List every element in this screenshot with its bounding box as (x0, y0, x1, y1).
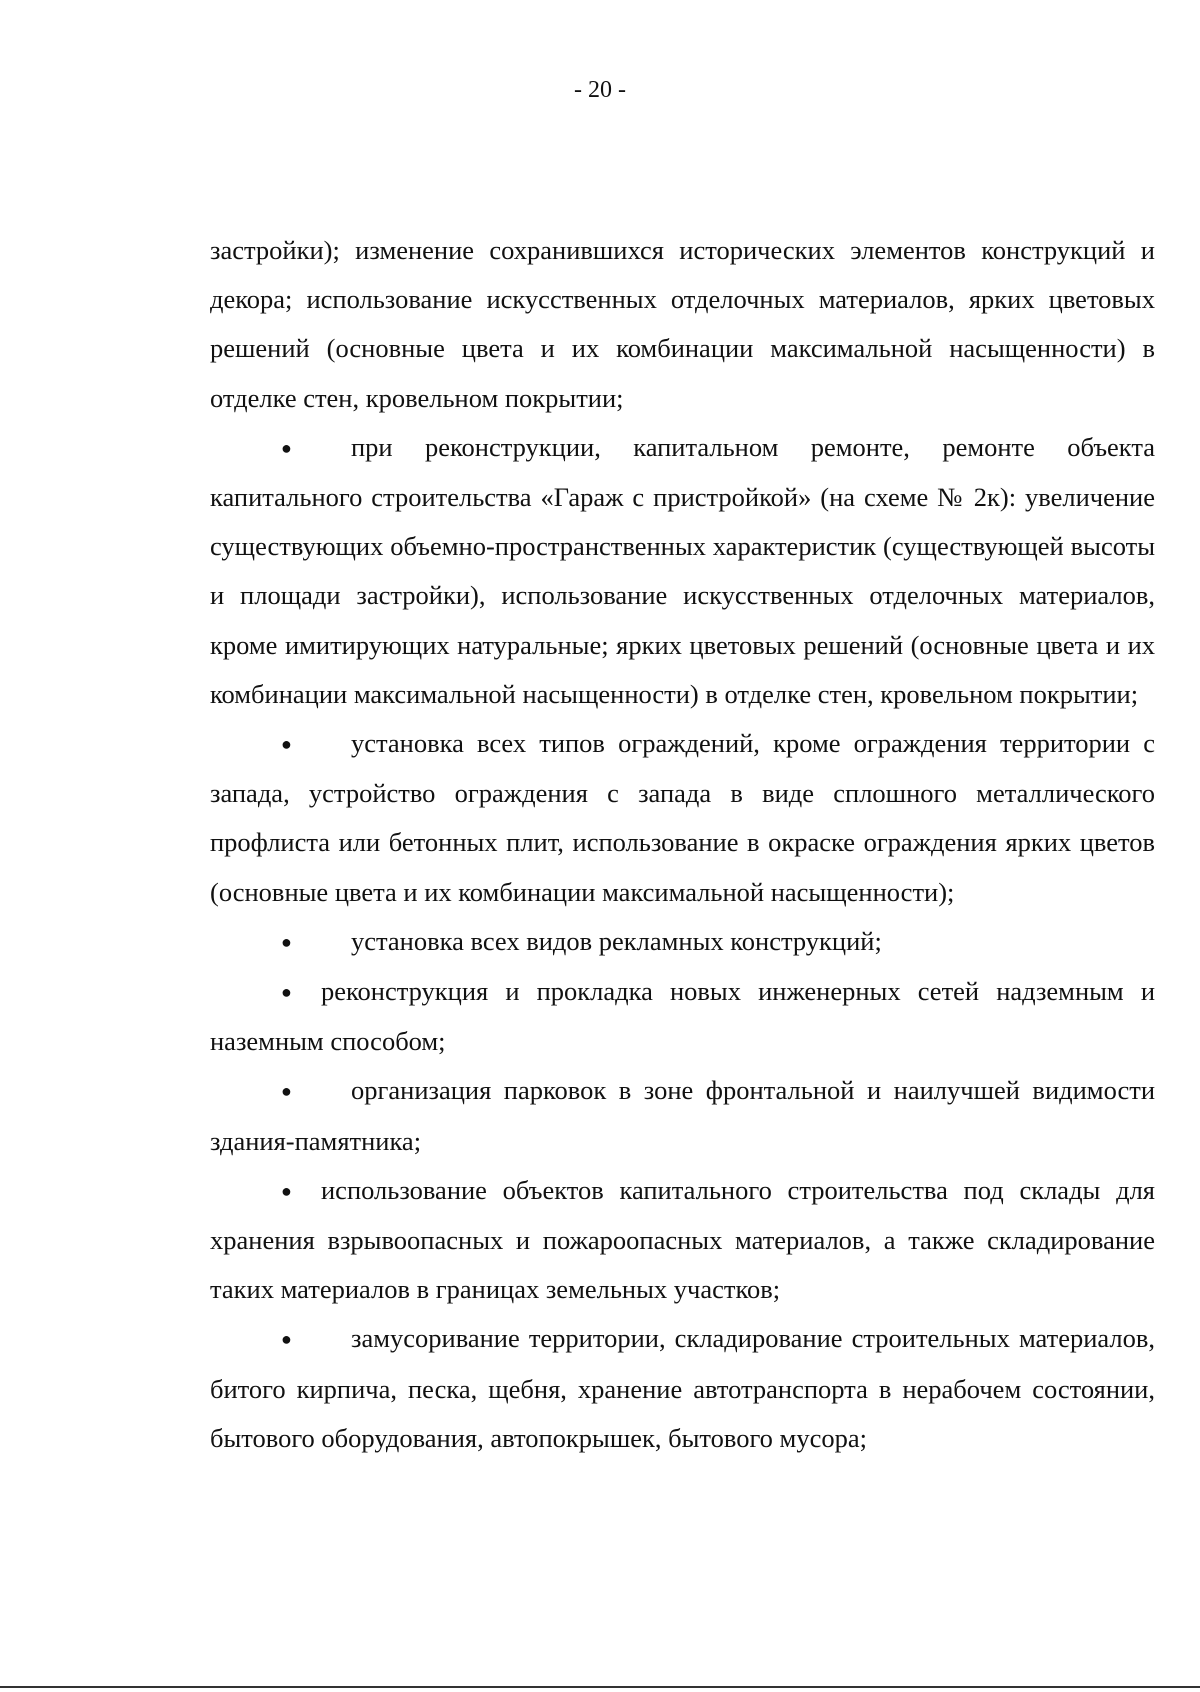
list-item (210, 1314, 1155, 1463)
bullet-icon: ● (281, 1180, 292, 1201)
list-item (210, 1066, 1155, 1165)
bullet-icon: ● (281, 734, 292, 755)
bullet-icon: ● (281, 1081, 292, 1102)
list-item (210, 719, 1155, 917)
list-item (210, 967, 1155, 1066)
list-item-text: организация парковок в зоне фронтальной и наилучшей видимости здания-памятника; (210, 1075, 1155, 1156)
list-item-text: реконструкция и прокладка новых инженерных сетей надземным и наземным способом; (210, 976, 1155, 1057)
bullet-icon: ● (281, 982, 292, 1003)
document-body (210, 226, 1155, 1463)
list-item (210, 423, 1155, 719)
list-item-text: замусоривание территории, складирование строительных материалов, битого кирпича, песка, щебня, хранение автотранспорта в нерабочем состоянии, бытового оборудования, автопокрышек, бытового мусора; (210, 1323, 1155, 1453)
list-item-text: использование объектов капитального строительства под склады для хранения взрывоопасных и пожароопасных материалов, а также складирование таких материалов в границах земельных участков; (210, 1174, 1155, 1305)
intro-paragraph: застройки); изменение сохранившихся исторических элементов конструкций и декора; использование искусственных отделочных материалов, ярких цветовых решений (основные цвета и их комбинации максимальной насыщенности) в отделке стен, кровельном покрытии; (210, 235, 1155, 413)
bullet-icon: ● (281, 931, 292, 952)
page-number: - 20 - (574, 77, 626, 103)
list-item-text: установка всех типов ограждений, кроме ограждения территории с запада, устройство ограждения с запада в виде сплошного металлического профлиста или бетонных плит, использование в окраске ограждения ярких цветов (основные цвета и их комбинации максимальной насыщенности); (210, 728, 1155, 907)
bullet-icon: ● (281, 1329, 292, 1350)
list-item-text: при реконструкции, капитальном ремонте, ремонте объекта капитального строительства «Гараж с пристройкой» (на схеме № 2к): увеличение существующих объемно-пространственных характеристик (существующей высоты и площади застройки), использование искусственных отделочных материалов, кроме имитирующих натуральные; ярких цветовых решений (основные цвета и их комбинации максимальной насыщенности) в отделке стен, кровельном покрытии; (210, 431, 1155, 709)
list-item (210, 1166, 1155, 1315)
bottom-divider (0, 1686, 1200, 1688)
list-item-text: установка всех видов рекламных конструкций; (351, 925, 882, 956)
bullet-icon: ● (281, 437, 292, 458)
list-item (210, 917, 1155, 967)
